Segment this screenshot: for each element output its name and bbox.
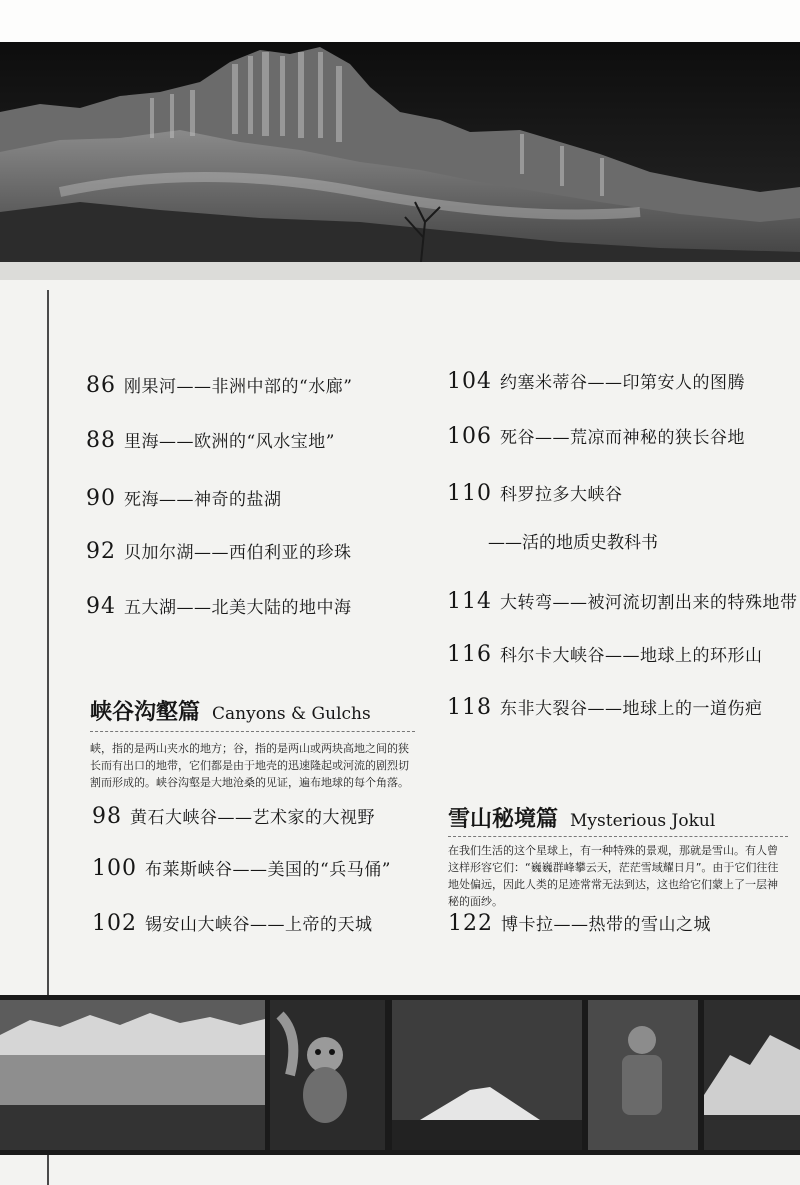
entry-title: 科罗拉多大峡谷 bbox=[500, 485, 623, 505]
page-number: 116 bbox=[447, 642, 492, 667]
entry-title: 博卡拉——热带的雪山之城 bbox=[501, 915, 711, 935]
toc-entry[interactable] bbox=[86, 427, 335, 453]
page-number: 92 bbox=[86, 539, 116, 564]
toc-entry[interactable] bbox=[447, 368, 745, 394]
snow-volcano-photo bbox=[392, 1000, 582, 1150]
glacier-photo bbox=[704, 1000, 800, 1150]
page-number: 86 bbox=[86, 373, 116, 398]
entry-title: 黄石大峡谷——艺术家的大视野 bbox=[130, 808, 375, 828]
section-title-cn: 峡谷沟壑篇 bbox=[90, 699, 201, 725]
entry-title: 东非大裂谷——地球上的一道伤疤 bbox=[500, 699, 763, 719]
entry-title: 贝加尔湖——西伯利亚的珍珠 bbox=[124, 543, 352, 563]
toc-entry[interactable] bbox=[86, 485, 282, 511]
page-number: 122 bbox=[448, 911, 493, 936]
toc-entry[interactable] bbox=[448, 910, 711, 936]
monkey-photo bbox=[270, 1000, 385, 1150]
child-portrait-photo bbox=[588, 1000, 698, 1150]
page-number: 100 bbox=[92, 856, 137, 881]
entry-title: 死谷——荒凉而神秘的狭长谷地 bbox=[500, 428, 745, 448]
entry-title: 五大湖——北美大陆的地中海 bbox=[124, 598, 352, 618]
page-number: 88 bbox=[86, 428, 116, 453]
section-title-en: Canyons & Gulchs bbox=[212, 704, 371, 724]
entry-title: 死海——神奇的盐湖 bbox=[124, 490, 282, 510]
entry-title: 刚果河——非洲中部的“水廊” bbox=[124, 377, 353, 397]
page-divider-band bbox=[0, 262, 800, 280]
page-number: 114 bbox=[447, 589, 492, 614]
page-number: 90 bbox=[86, 486, 116, 511]
toc-entry[interactable] bbox=[447, 480, 623, 506]
page-number: 102 bbox=[92, 911, 137, 936]
section-title-en: Mysterious Jokul bbox=[570, 811, 716, 831]
entry-title: 布莱斯峡谷——美国的“兵马俑” bbox=[145, 860, 391, 880]
entry-title: 锡安山大峡谷——上帝的天城 bbox=[145, 915, 373, 935]
page-number: 104 bbox=[447, 369, 492, 394]
section-title-cn: 雪山秘境篇 bbox=[448, 806, 559, 832]
lake-mountain-photo bbox=[0, 1000, 265, 1150]
toc-entry[interactable] bbox=[92, 910, 373, 936]
section-dotted-rule bbox=[448, 836, 788, 837]
toc-entry[interactable] bbox=[447, 694, 763, 720]
toc-entry-subtitle: ——活的地质史教科书 bbox=[488, 533, 658, 553]
entry-title: 科尔卡大峡谷——地球上的环形山 bbox=[500, 646, 763, 666]
toc-entry[interactable] bbox=[86, 593, 352, 619]
entry-title: 大转弯——被河流切割出来的特殊地带 bbox=[500, 593, 798, 613]
bottom-photo-strip bbox=[0, 995, 800, 1155]
page-number: 118 bbox=[447, 695, 492, 720]
page-number: 110 bbox=[447, 481, 492, 506]
page-number: 98 bbox=[92, 804, 122, 829]
page-number: 94 bbox=[86, 594, 116, 619]
section-dotted-rule bbox=[90, 731, 415, 732]
toc-entry[interactable] bbox=[447, 588, 798, 614]
entry-title: 里海——欧洲的“风水宝地” bbox=[124, 432, 335, 452]
toc-entry[interactable] bbox=[447, 423, 745, 449]
toc-entry[interactable] bbox=[447, 641, 763, 667]
canyons-section-heading bbox=[90, 695, 371, 726]
jokul-section-heading bbox=[448, 802, 715, 833]
toc-entry[interactable] bbox=[92, 803, 375, 829]
page-top-margin bbox=[0, 0, 800, 42]
canyon-cliff-photo bbox=[0, 42, 800, 274]
jokul-description: 在我们生活的这个星球上，有一种特殊的景观，那就是雪山。有人曾这样形容它们：“巍巍群峰攀云天，茫茫雪域耀日月”。由于它们往往地处偏远，因此人类的足迹常常无法到达，这也给它们蒙上了一层神秘的面纱。 bbox=[448, 844, 779, 908]
toc-entry[interactable] bbox=[92, 855, 391, 881]
toc-entry[interactable] bbox=[86, 372, 352, 398]
entry-title: 约塞米蒂谷——印第安人的图腾 bbox=[500, 373, 745, 393]
canyons-description: 峡，指的是两山夹水的地方；谷，指的是两山或两块高地之间的狭长而有出口的地带，它们都是由于地壳的迅速隆起或河流的剧烈切割而形成的。峡谷沟壑是大地沧桑的见证，遍布地球的每个角落。 bbox=[90, 742, 409, 789]
toc-entry[interactable] bbox=[86, 538, 352, 564]
page-number: 106 bbox=[447, 424, 492, 449]
